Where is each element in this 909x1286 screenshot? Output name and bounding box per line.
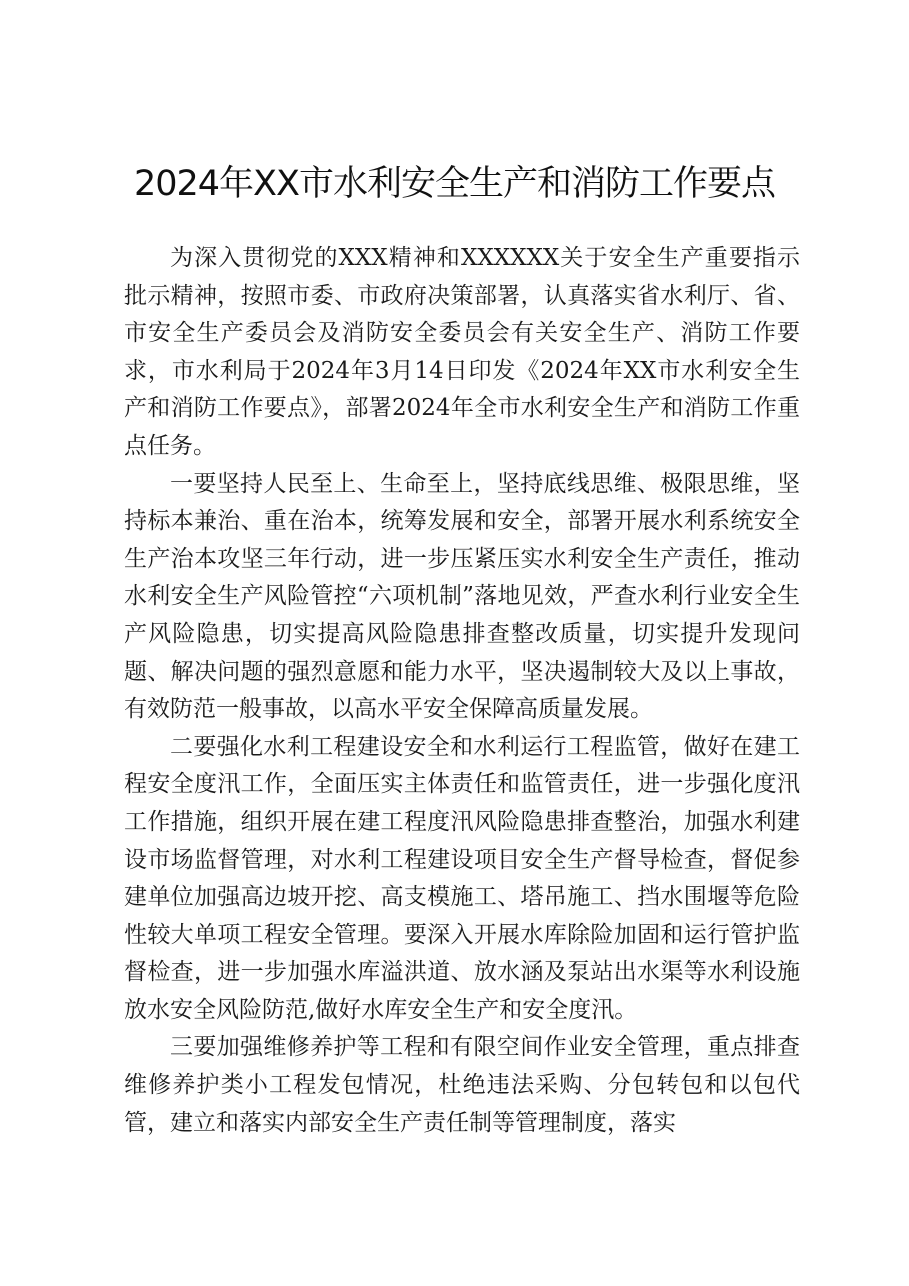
- paragraph-point-two: 二要强化水利工程建设安全和水利运行工程监管，做好在建工程安全度汛工作，全面压实主体责任和监管责任，进一步强化度汛工作措施，组织开展在建工程度汛风险隐患排查整治，加强水利建设市场监督管理，对水利工程建设项目安全生产督导检查，督促参建单位加强高边坡开挖、高支模施工、塔吊施工、挡水围堰等危险性较大单项工程安全管理。要深入开展水库除险加固和运行管护监督检查，进一步加强水库溢洪道、放水涵及泵站出水渠等水利设施放水安全风险防范,做好水库安全生产和安全度汛。: [124, 733, 800, 1023]
- paragraph-point-one: 一要坚持人民至上、生命至上，坚持底线思维、极限思维，坚持标本兼治、重在治本，统筹发展和安全，部署开展水利系统安全生产治本攻坚三年行动，进一步压紧压实水利安全生产责任，推动水利安全生产风险管控“六项机制”落地见效，严查水利行业安全生产风险隐患，切实提高风险隐患排查整改质量，切实提升发现问题、解决问题的强烈意愿和能力水平，坚决遏制较大及以上事故，有效防范一般事故，以高水平安全保障高质量发展。: [124, 470, 800, 723]
- document-body: [124, 240, 800, 1142]
- document-title: 2024年XX市水利安全生产和消防工作要点: [133, 164, 776, 204]
- paragraph-point-three: 三要加强维修养护等工程和有限空间作业安全管理，重点排查维修养护类小工程发包情况，杜绝违法采购、分包转包和以包代管，建立和落实内部安全生产责任制等管理制度，落实: [124, 1034, 800, 1136]
- paragraph-intro: 为深入贯彻党的XXX精神和XXXXXX关于安全生产重要指示批示精神，按照市委、市政府决策部署，认真落实省水利厅、省、市安全生产委员会及消防安全委员会有关安全生产、消防工作要求，市水利局于2024年3月14日印发《2024年XX市水利安全生产和消防工作要点》，部署2024年全市水利安全生产和消防工作重点任务。: [124, 245, 800, 459]
